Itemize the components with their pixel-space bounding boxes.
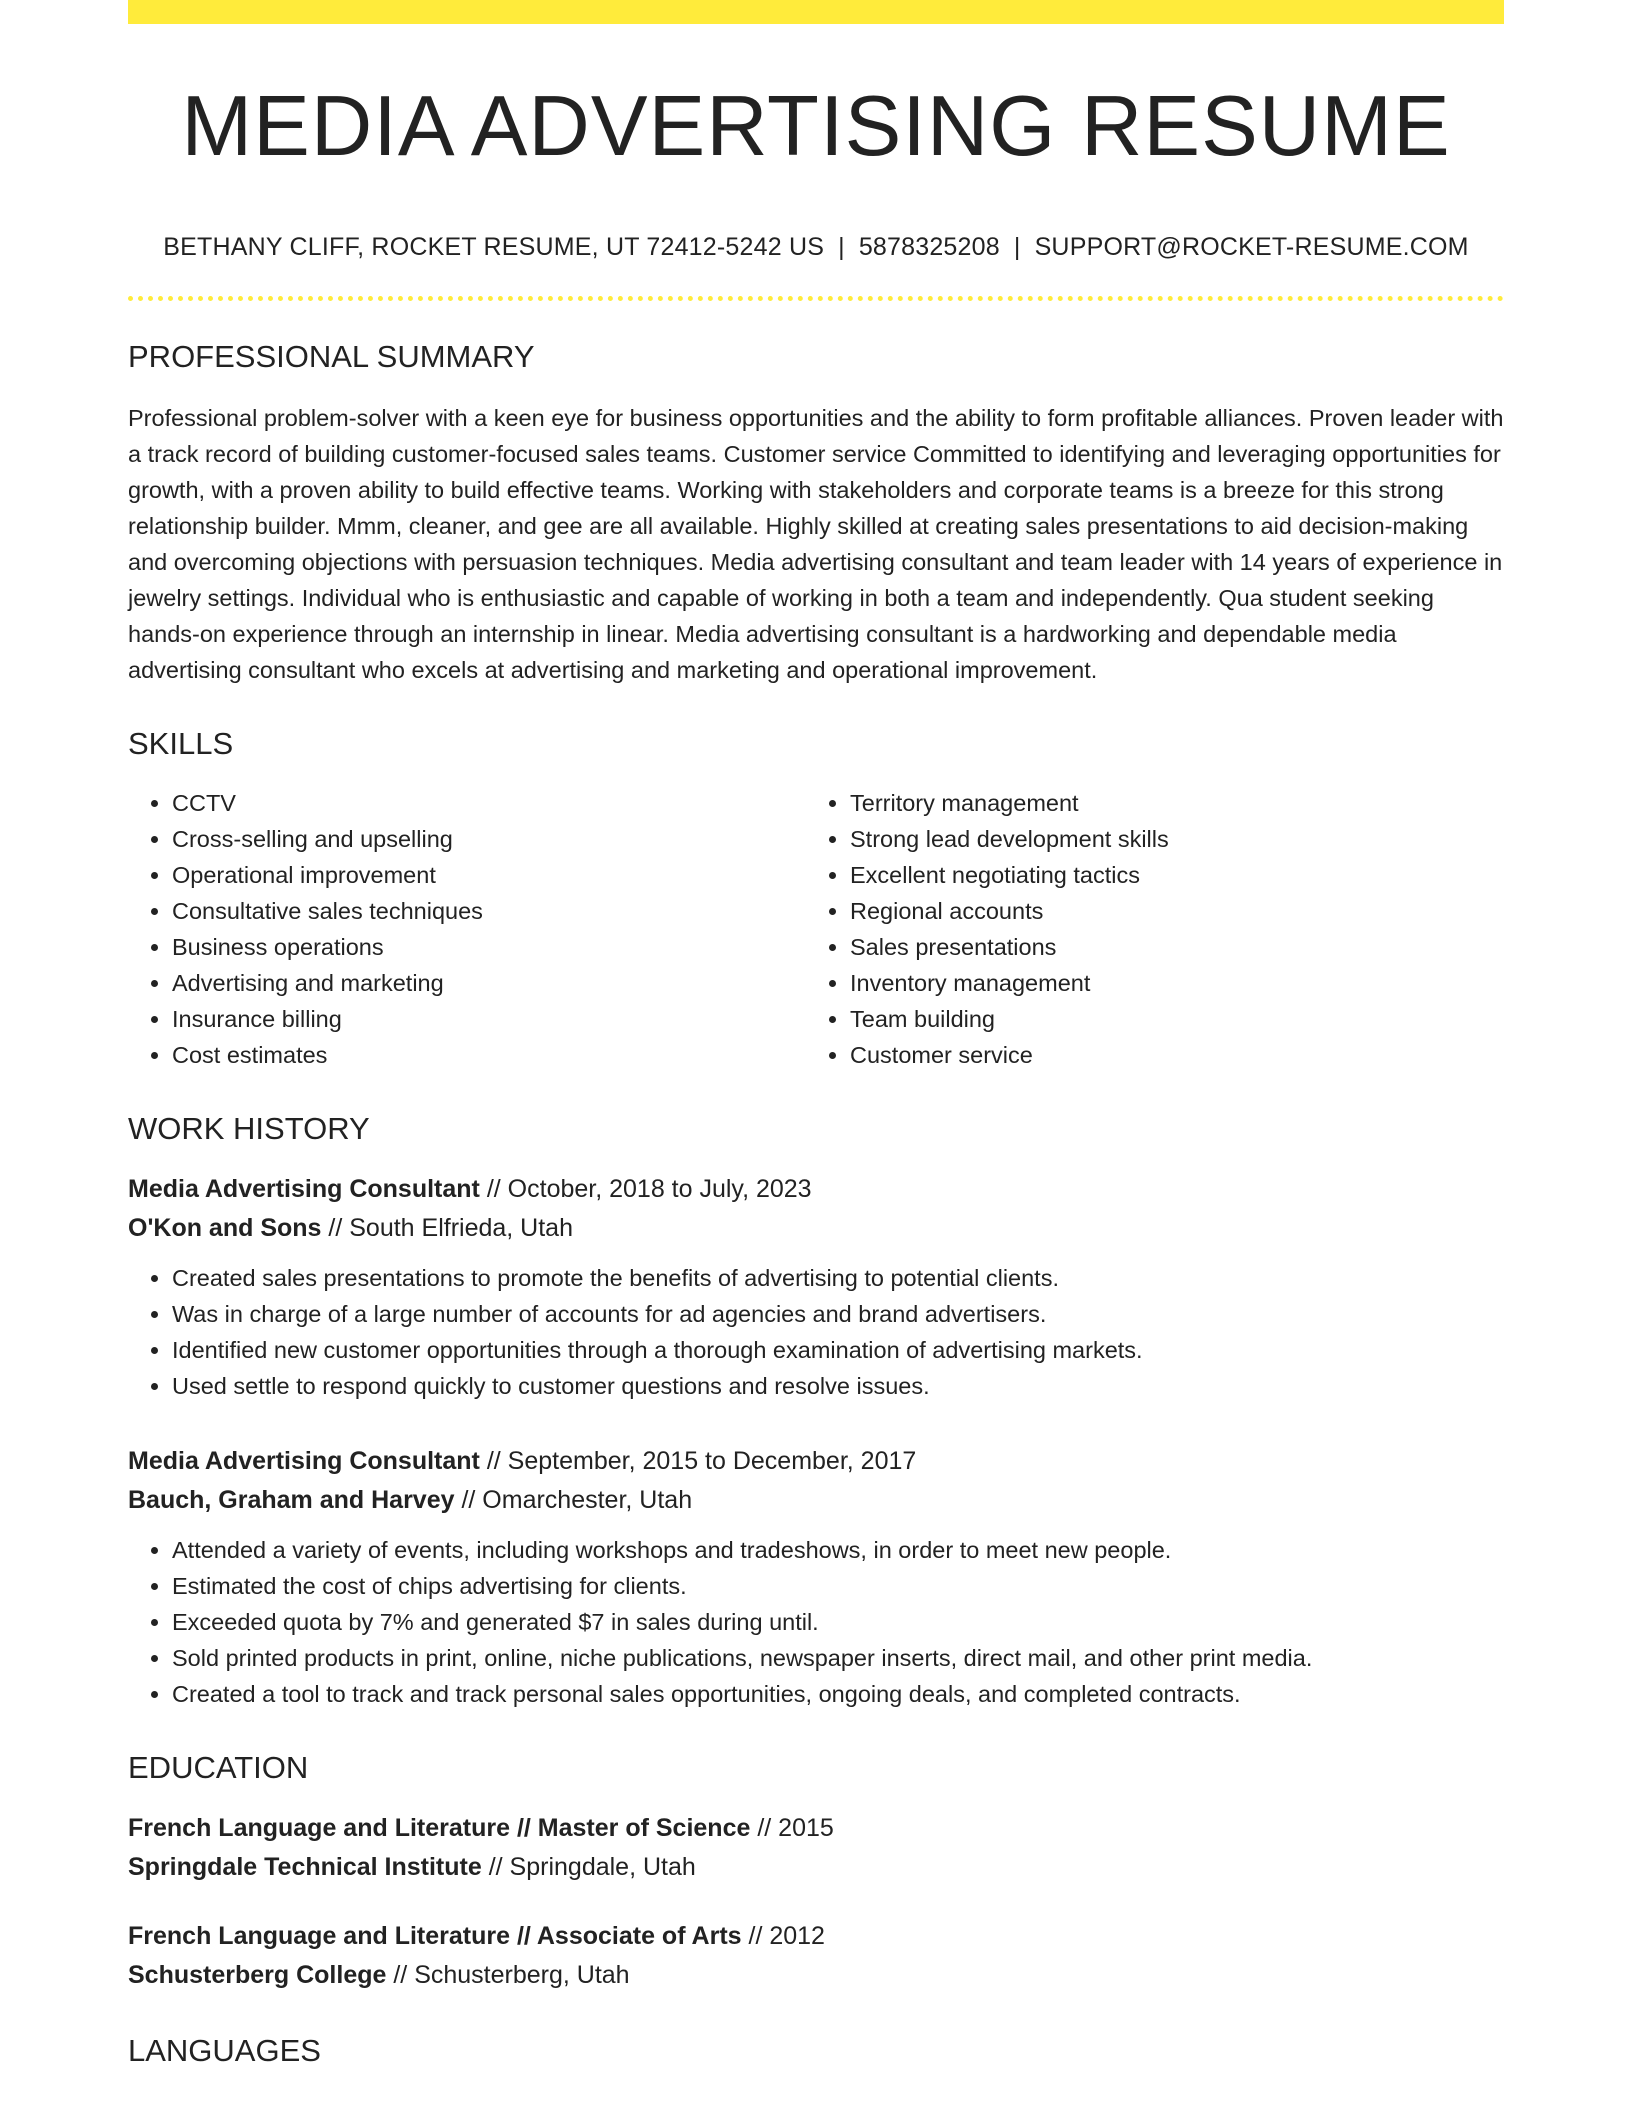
contact-separator: | [1013,233,1021,261]
education-school: Schusterberg College [128,1961,387,1989]
job-bullet: • Sold printed products in print, online, niche publications, newspaper inserts, direct mail, and other print media. [172,1640,1504,1676]
education-school-line [128,1956,1504,1995]
contact-address: BETHANY CLIFF, ROCKET RESUME, UT 72412-5242 US [163,233,825,261]
languages-heading: LANGUAGES [128,2033,321,2068]
job-bullets [128,1260,1504,1404]
skill-item: • Business operations [172,929,806,965]
dotted-divider [128,296,1504,301]
job-company: Bauch, Graham and Harvey [128,1486,455,1514]
education-degree: French Language and Literature // Master of Science [128,1814,751,1842]
job-location: // South Elfrieda, Utah [321,1214,573,1242]
skill-item: • Cost estimates [172,1037,806,1073]
skill-item: • Inventory management [850,965,1484,1001]
education-year: // 2015 [750,1814,834,1842]
contact-email: SUPPORT@ROCKET-RESUME.COM [1034,233,1469,261]
top-accent-bar [128,0,1504,24]
skill-item: • Territory management [850,785,1484,821]
job-entry [128,1170,1504,1404]
skill-item: • Customer service [850,1037,1484,1073]
contact-separator: | [838,233,845,261]
job-dates: // October, 2018 to July, 2023 [479,1175,812,1203]
skills-heading: SKILLS [128,726,234,761]
skill-item: • Consultative sales techniques [172,893,806,929]
job-location: // Omarchester, Utah [454,1486,693,1514]
job-bullet: • Attended a variety of events, including workshops and tradeshows, in order to meet new people. [172,1532,1504,1568]
job-bullet: • Was in charge of a large number of accounts for ad agencies and brand advertisers. [172,1296,1504,1332]
skill-item: • Operational improvement [172,857,806,893]
education-entry [128,1809,1504,1887]
job-company-line [128,1481,1504,1520]
skill-item: • Team building [850,1001,1484,1037]
job-bullet: • Used settle to respond quickly to customer questions and resolve issues. [172,1368,1504,1404]
skill-item: • Sales presentations [850,929,1484,965]
education-location: // Schusterberg, Utah [386,1961,630,1989]
resume-title: MEDIA ADVERTISING RESUME [181,79,1451,174]
job-company: O'Kon and Sons [128,1214,322,1242]
skill-item: • Advertising and marketing [172,965,806,1001]
education-school: Springdale Technical Institute [128,1853,482,1881]
skills-column-right [806,785,1484,1073]
job-title: Media Advertising Consultant [128,1447,480,1475]
job-entry [128,1442,1504,1712]
job-bullets [128,1532,1504,1712]
skill-item: • Insurance billing [172,1001,806,1037]
education-entry [128,1917,1504,1995]
job-bullet: • Exceeded quota by 7% and generated $7 in sales during until. [172,1604,1504,1640]
job-bullet: • Estimated the cost of chips advertising for clients. [172,1568,1504,1604]
education-degree: French Language and Literature // Associate of Arts [128,1922,742,1950]
education-degree-line [128,1917,1504,1956]
education-school-line [128,1848,1504,1887]
education-degree-line [128,1809,1504,1848]
summary-text: Professional problem-solver with a keen eye for business opportunities and the ability to form profitable alliances. Proven leader with a track record of building customer-focused sales teams. Customer service Committed to identifying and leveraging opportunities for growth, with a proven ability to build effective teams. Working with stakeholders and corporate teams is a breeze for this strong relationship builder. Mmm, cleaner, and gee are all available. Highly skilled at creating sales presentations to aid decision-making and overcoming objections with persuasion techniques. Media advertising consultant and team leader with 14 years of experience in jewelry settings. Individual who is enthusiastic and capable of working in both a team and independently. Qua student seeking hands-on experience through an internship in linear. Media advertising consultant is a hardworking and dependable media advertising consultant who excels at advertising and marketing and operational improvement. [128,405,1504,683]
skills-list [128,785,1504,1073]
education-location: // Springdale, Utah [481,1853,696,1881]
skill-item: • CCTV [172,785,806,821]
job-bullet: • Created sales presentations to promote the benefits of advertising to potential clients. [172,1260,1504,1296]
skill-item: • Excellent negotiating tactics [850,857,1484,893]
contact-line [128,233,1504,262]
job-title-line [128,1442,1504,1481]
job-bullet: • Created a tool to track and track personal sales opportunities, ongoing deals, and completed contracts. [172,1676,1504,1712]
skill-item: • Cross-selling and upselling [172,821,806,857]
skills-column-left [128,785,806,1073]
contact-phone: 5878325208 [858,233,1000,261]
job-company-line [128,1209,1504,1248]
summary-heading: PROFESSIONAL SUMMARY [128,339,535,374]
job-title-line [128,1170,1504,1209]
job-dates: // September, 2015 to December, 2017 [479,1447,917,1475]
education-year: // 2012 [741,1922,825,1950]
education-heading: EDUCATION [128,1750,309,1785]
resume-page [128,0,1504,2066]
job-title: Media Advertising Consultant [128,1175,480,1203]
work-history-heading: WORK HISTORY [128,1111,370,1146]
skill-item: • Strong lead development skills [850,821,1484,857]
skill-item: • Regional accounts [850,893,1484,929]
job-bullet: • Identified new customer opportunities through a thorough examination of advertising markets. [172,1332,1504,1368]
